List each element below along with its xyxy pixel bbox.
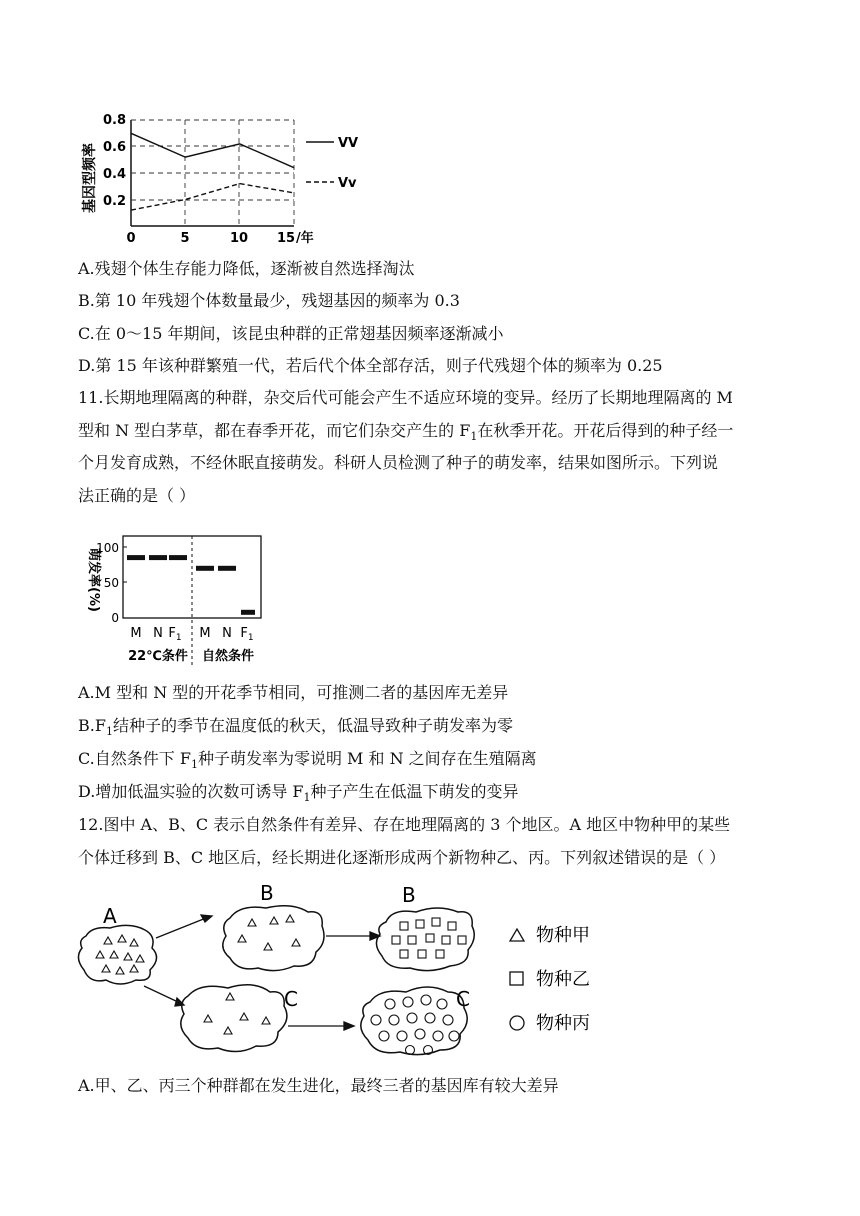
q11-b-pre: B.F <box>78 716 106 735</box>
q11-b-post: 结种子的季节在温度低的秋天，低温导致种子萌发率为零 <box>112 716 513 735</box>
y-tick-label: 0.8 <box>102 113 126 128</box>
speciation-diagram <box>70 878 710 1068</box>
arrow-c-to-c <box>288 1022 354 1030</box>
legend-vv-small-label: Vv <box>338 176 357 191</box>
region-a-blob <box>78 925 156 984</box>
region-c-second-species-bing <box>371 995 459 1055</box>
y-tick-label: 0.2 <box>102 194 126 209</box>
q11-c-sub: 1 <box>190 758 198 772</box>
bar-22c-f1 <box>169 555 187 560</box>
y-axis-label: 基因型频率 <box>82 143 98 213</box>
arrow-a-to-b <box>156 915 212 938</box>
category-label-f1: $F_1$ <box>240 626 254 643</box>
y-tick-label: 100 <box>96 541 119 555</box>
q11-b-sub: 1 <box>105 725 113 739</box>
region-c-second-blob <box>361 987 467 1055</box>
region-c-first-species-jia <box>204 993 270 1034</box>
bar-natural-f1 <box>241 610 255 615</box>
y-tick-label: 0.6 <box>102 140 126 155</box>
bar-22c-n <box>149 555 167 560</box>
q11-d-pre: D.增加低温实验的次数可诱导 F <box>78 782 304 801</box>
q11-stem-line-1: 11.长期地理隔离的种群，杂交后代可能会产生不适应环境的变异。经历了长期地理隔离的 M <box>78 388 733 407</box>
q11-stem-line-2 <box>78 420 733 448</box>
q12-stem-line-1: 12.图中 A、B、C 表示自然条件有差异、存在地理隔离的 3 个地区。A 地区中物种甲的某些 <box>78 815 731 834</box>
region-label-b-first: B <box>260 881 274 905</box>
q12-stem-line-2: 个体迁移到 B、C 地区后，经长期进化逐渐形成两个新物种乙、丙。下列叙述错误的是（ ） <box>78 848 726 867</box>
series-vv-small-line <box>131 184 294 211</box>
q11-d-sub: 1 <box>303 791 311 805</box>
series-vv-line <box>131 133 294 167</box>
q12-option-a: A.甲、乙、丙三个种群都在发生进化，最终三者的基因库有较大差异 <box>78 1076 559 1095</box>
x-tick-label: 0 <box>126 231 136 246</box>
legend-bing-icon <box>510 1016 524 1030</box>
category-label-n: N <box>153 626 163 641</box>
q11-c-post: 种子萌发率为零说明 M 和 N 之间存在生殖隔离 <box>197 749 537 768</box>
x-tick-label: 10 <box>229 231 249 246</box>
region-label-c-second: C <box>456 987 470 1011</box>
category-label-m: M <box>199 626 211 641</box>
q10-option-a: A.残翅个体生存能力降低，逐渐被自然选择淘汰 <box>78 259 415 278</box>
q11-option-a: A.M 型和 N 型的开花季节相同，可推测二者的基因库无差异 <box>78 683 509 702</box>
y-tick-label: 0 <box>111 611 119 625</box>
q11-option-d <box>78 781 519 809</box>
region-label-a: A <box>103 904 117 928</box>
x-tick-label: 15 <box>276 231 296 246</box>
y-axis-label: 萌发率(%) <box>86 548 101 612</box>
bar-22c-m <box>127 555 145 560</box>
y-tick-label: 0.4 <box>102 167 126 182</box>
genotype-frequency-chart <box>78 108 378 248</box>
q11-option-c <box>78 748 537 776</box>
region-label-b-second: B <box>402 883 416 907</box>
category-label-m: M <box>130 626 142 641</box>
q10-option-d: D.第 15 年该种群繁殖一代，若后代个体全部存活，则子代残翅个体的频率为 0.25 <box>78 356 663 375</box>
x-axis-unit: /年 <box>296 231 314 246</box>
q10-option-c: C.在 0～15 年期间，该昆虫种群的正常翅基因频率逐渐减小 <box>78 324 504 343</box>
chart1-grid <box>131 120 294 226</box>
legend-yi-icon <box>510 972 523 985</box>
arrow-a-to-c <box>144 986 184 1006</box>
region-b-first-species-jia <box>238 915 300 950</box>
group-label-22c: 22℃条件 <box>128 649 188 664</box>
q11-c-pre: C.自然条件下 F <box>78 749 191 768</box>
group-label-natural: 自然条件 <box>201 649 255 664</box>
y-tick-label: 50 <box>103 576 119 590</box>
q11-d-post: 种子产生在低温下萌发的变异 <box>310 782 519 801</box>
germination-rate-chart <box>78 532 278 672</box>
legend-jia-icon <box>510 929 524 941</box>
region-b-second-blob <box>376 908 474 971</box>
region-c-first-blob <box>181 985 287 1052</box>
q11-option-b <box>78 715 513 743</box>
legend-vv-label: VV <box>338 136 359 151</box>
q11-stem-line-4: 法正确的是（ ） <box>78 486 196 505</box>
category-label-n: N <box>222 626 232 641</box>
legend-bing-label: 物种丙 <box>536 1013 590 1034</box>
legend-jia-label: 物种甲 <box>536 925 590 946</box>
q11-line2-post: 在秋季开花。开花后得到的种子经一 <box>477 421 734 440</box>
region-b-second-species-yi <box>392 918 466 958</box>
x-tick-label: 5 <box>180 231 190 246</box>
q11-line2-pre: 型和 N 型白茅草，都在春季开花，而它们杂交产生的 F <box>78 421 471 440</box>
q11-line2-sub: 1 <box>470 430 478 444</box>
region-b-first-blob <box>223 906 324 971</box>
bar-natural-n <box>218 566 236 571</box>
region-label-c-first: C <box>284 987 298 1011</box>
bar-natural-m <box>196 566 214 571</box>
category-label-f1: $F_1$ <box>168 626 182 643</box>
region-a-species-jia <box>96 935 144 974</box>
arrow-b-to-b <box>326 932 380 940</box>
q10-option-b: B.第 10 年残翅个体数量最少，残翅基因的频率为 0.3 <box>78 291 460 310</box>
legend-yi-label: 物种乙 <box>536 969 590 990</box>
q11-stem-line-3: 个月发育成熟，不经休眠直接萌发。科研人员检测了种子的萌发率，结果如图所示。下列说 <box>78 453 719 472</box>
